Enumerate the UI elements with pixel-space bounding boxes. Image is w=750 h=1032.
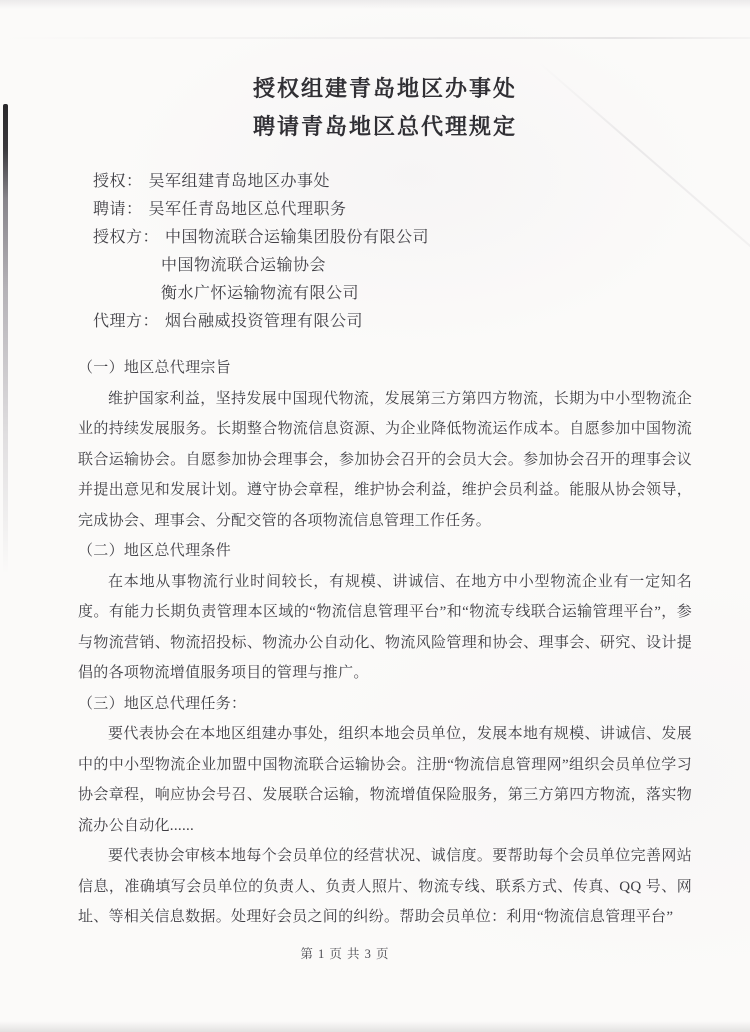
header-label: 代理方： [93,313,160,330]
page-footer: 第 1 页 共 3 页 [300,947,390,961]
header-value: 吴军任青岛地区总代理职务 [148,201,347,218]
paragraph: 维护国家利益，坚持发展中国现代物流，发展第三方第四方物流，长期为中小型物流企业的持续发展服务。长期整合物流信息资源、为企业降低物流运作成本。自愿参加中国物流联合运输协会。自愿参加协会理事会，参加协会召开的会员大会。参加协会召开的理事会议并提出意见和发展计划。遵守协会章程，维护协会利益，维护会员利益。能服从协会领导，完成协会、理事会、分配交管的各项物流信息管理工作任务。 [78,390,692,529]
section [78,353,692,536]
document-title-line-2: 聘请青岛地区总代理规定 [252,114,517,139]
section-paragraphs [78,384,692,537]
section-heading: （二）地区总代理条件 [78,543,232,559]
header-row [93,168,692,196]
header-label: 授权方： [93,229,160,246]
header-value: 中国物流联合运输协会 [161,257,327,274]
header-row [93,224,692,252]
section-heading: （一）地区总代理宗旨 [78,360,232,376]
header-row [93,308,692,336]
paragraph: 要代表协会在本地区组建办事处，组织本地会员单位，发展本地有规模、讲诚信、发展中的中小型物流企业加盟中国物流联合运输协会。注册“物流信息管理网”组织会员单位学习协会章程，响应协会号召、发展联合运输，物流增值保险服务，第三方第四方物流，落实物流办公自动化...... [78,726,692,834]
document-header-block [93,168,692,336]
header-label: 聘请： [93,201,143,218]
document-title-line-1: 授权组建青岛地区办事处 [252,76,517,101]
section-paragraphs [78,567,692,689]
header-row [93,280,692,308]
header-row [93,252,692,280]
section-heading: （三）地区总代理任务： [78,695,247,712]
header-value: 中国物流联合运输集团股份有限公司 [165,229,430,246]
header-value: 衡水广怀运输物流有限公司 [161,285,360,302]
paragraph: 要代表协会审核本地每个会员单位的经营状况、诚信度。要帮助每个会员单位完善网站信息，准确填写会员单位的负责人、负责人照片、物流专线、联系方式、传真、QQ 号、网址、等相关信息数据。处理好会员之间的纠纷。帮助会员单位：利用“物流信息管理平台” [78,848,692,925]
paragraph: 在本地从事物流行业时间较长，有规模、讲诚信、在地方中小型物流企业有一定知名度。有能力长期负责管理本区域的“物流信息管理平台”和“物流专线联合运输管理平台”，参与物流营销、物流招投标、物流办公自动化、物流风险管理和协会、理事会、研究、设计提倡的各项物流增值服务项目的管理与推广。 [78,573,692,681]
section [78,536,692,689]
header-value: 吴军组建青岛地区办事处 [148,173,331,190]
section-paragraphs [78,719,692,933]
section [78,689,692,933]
document-sections [78,353,692,933]
document-title [78,70,692,146]
header-row [93,196,692,224]
header-value: 烟台融威投资管理有限公司 [165,313,364,330]
header-label: 授权： [93,173,143,190]
